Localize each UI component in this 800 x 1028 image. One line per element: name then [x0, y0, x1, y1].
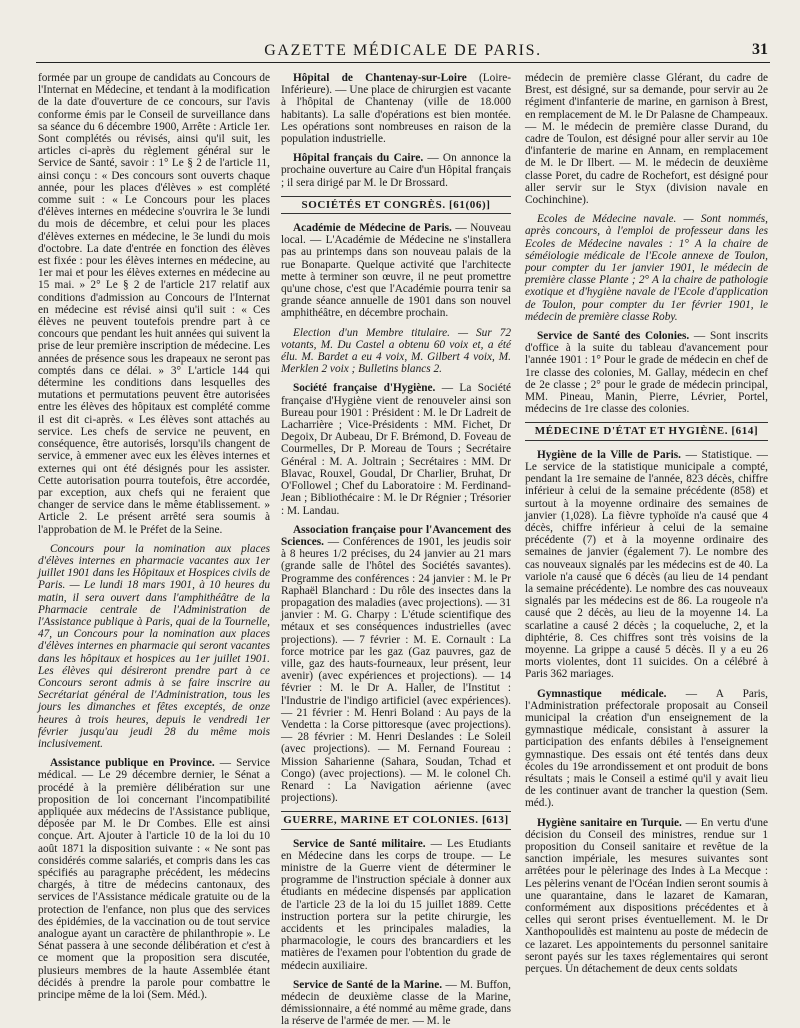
- article-heading: Société française d'Hygiène.: [293, 382, 436, 395]
- article: [281, 838, 511, 972]
- article: [281, 979, 511, 1028]
- article: [281, 222, 511, 320]
- article: [525, 688, 768, 810]
- section-heading: MÉDECINE D'ÉTAT ET HYGIÈNE. [614]: [525, 422, 768, 440]
- article-heading: Association française pour l'Avancement des Sciences.: [281, 523, 511, 548]
- article-text: — La Société française d'Hygiène vient de renouveler ainsi son Bureau pour 1901 : Président : M. le Dr Ladreit de Lacharrière ; Vice-Présidents : MM. Fichet, Dr Degoix, Dr Aubeau, Dr F. Brémond, D. Foveau de Courmelles, Dr P. Moreau de Tours ; Secrétaire Général : M. A. Joltrain ; Secrétaires : MM. Dr Blavac, Rouxel, Goudal, Dr Charlier, Bruhat, Dr O'Followel ; Chef du Laboratoire : M. Ferdinand-Jean ; Bibliothécaire : M. le Dr Régnier ; Trésorier : M. Landau.: [281, 382, 511, 517]
- article: [281, 152, 511, 189]
- journal-title: GAZETTE MÉDICALE DE PARIS.: [264, 42, 542, 59]
- page-number: 31: [752, 41, 768, 58]
- article-text: — Conférences de 1901, les jeudis soir à 8 heures 1/2 précises, du 24 janvier au 21 mars (grande salle de l'hôtel des Sociétés savantes). Programme des conférences : 24 janvier : M. le Pr Raphaël Blanchard : Du rôle des insectes dans la propagation des maladies (avec projections). — 31 janvier : M. G. Charpy : L'étude scientifique des métaux et ses conséquences industrielles (avec projections). — 7 février : M. E. Cornault : La force motrice par les gaz (Gaz pauvres, gaz de ville, gaz des hauts-fourneaux, leur présent, leur avenir) (avec expériences et projections). — 14 février : M. le Dr A. Haller, de l'Institut : l'Industrie de l'indigo artificiel (avec expériences). — 21 février : M. Henri Boland : Au pays de la Vendetta : la Corse pittoresque (avec projections). — 28 février : M. Henri Deslandes : Le Soleil (avec projections). — M. Fernand Foureau : Mission Saharienne (Sahara, Soudan, Tchad et Congo) (avec projections). — M. le colonel Ch. Renard : La Navigation aérienne (avec projections).: [281, 535, 511, 805]
- article-heading: Hygiène sanitaire en Turquie.: [537, 816, 682, 829]
- article: [38, 757, 270, 1001]
- article-text: — A Paris, l'Administration préfectorale proposait au Conseil municipal la création d'un enseignement de la gymnastique médicale, consistant à assurer la participation des enfants débiles à l'enseignement gymnastique. Des essais ont été tentés dans deux écoles du 19e arrondissement et ont produit de bons résultats ; mais le Conseil a estimé qu'il y avait lieu de les continuer avant de trancher la question (Sem. méd.).: [525, 687, 768, 810]
- article-text: — On annonce la prochaine ouverture au Caire d'un Hôpital français ; il sera dirigé par M. le Dr Brossard.: [281, 152, 511, 189]
- article-text: Ecoles de Médecine navale. — Sont nommés, après concours, à l'emploi de professeur dans les Ecoles de Médecine navales : 1° A la chaire de séméiologie médicale de l'Ecole annexe de Toulon, pour compter du 1er janvier 1901, le médecin de première classe Plante ; 2° A la chaire de pathologie exotique et d'hygiène navale de l'Ecole d'application de Toulon, pour compter du 1er février 1901, le médecin de première classe Roby.: [525, 213, 768, 323]
- article-text: — Nouveau local. — L'Académie de Médecine ne s'installera pas au printemps dans son nouveau palais de la rue Bonaparte. Quelque activité que l'architecte mette à terminer son œuvre, il ne peut promettre qu'une chose, c'est que l'Académie pourra tenir sa grande séance annuelle de 1901 dans son nouvel amphithéâtre, en décembre prochain.: [281, 222, 512, 320]
- article-text: — Service médical. — Le 29 décembre dernier, le Sénat a procédé à la première délibération sur une proposition de loi concernant l'incompatibilité appliquée aux médecins de l'Assistance publique, déposée par M. le Dr Combes. Elle est ainsi conçue. Art. Ajouter à l'article 10 de la loi du 10 août 1871 la disposition suivante : « Ne sont pas considérés comme salariés, et compris dans les cas spécifiés au paragraphe précédent, les médecins chargés, à titre de médecins cantonaux, des services de l'Assistance médicale gratuite ou de la protection de l'enfance, non plus que des services des épidémies, de la vaccination ou de tout service analogue ayant un caractère de philanthropie ». Le Sénat passera à une seconde délibération et c'est à ce moment que la proposition sera discutée, plusieurs membres de la haute Assemblée étant décidés à prendre la parole pour combattre le principe même de la loi (Sem. Méd.).: [38, 757, 270, 1002]
- article-heading: Service de Santé militaire.: [293, 837, 426, 850]
- article-heading: Hôpital de Chantenay-sur-Loire: [293, 72, 467, 84]
- article: [281, 382, 511, 516]
- article-text: médecin de première classe Glérant, du cadre de Brest, est désigné, sur sa demande, pour servir au 2e régiment d'infanterie de marine, en garnison à Brest, en remplacement de M. le Dr Palasne de Champeaux. — M. le médecin de première classe Durand, du cadre de Toulon, est désigné pour aller servir au 10e d'infanterie de marine en Annam, en remplacement de M. le Dr Ilbert. — M. le médecin de deuxième classe Poret, du cadre de Rochefort, est désigné pour aller servir sur le Styx (division navale en Cochinchine).: [525, 72, 768, 207]
- article: [525, 449, 768, 681]
- article-text: (Loire-Inférieure). — Une place de chirurgien est vacante à l'hôpital de Chantenay (ville de 18.000 habitants). La salle d'opérations est bien montée. Les opérations sont nombreuses en raison de la population industrielle.: [281, 72, 511, 146]
- article-text: Election d'un Membre titulaire. — Sur 72 votants, M. Du Castel a obtenu 60 voix et, a été élu. M. Bardet a eu 4 voix, M. Gilbert 4 voix, M. Merklen 2 voix ; Bulletins blancs 2.: [281, 326, 511, 376]
- article-text: — Sont inscrits d'office à la suite du tableau d'avancement pour l'année 1901 : 1° Pour le grade de médecin en chef de 1re classe des colonies, M. Gallay, médecin en chef de 2e classe ; 2° pour le grade de médecin principal, MM. Pineau, Manin, Pierre, Lévrier, Portel, médecins de 1re classe des colonies.: [525, 330, 769, 416]
- article-text: — Les Etudiants en Médecine dans les corps de troupe. — Le ministre de la Guerre vient de déterminer le programme de l'instruction spéciale à donner aux étudiants en médecine dispensés par application de l'article 23 de la loi du 15 juillet 1889. Cette instruction portera sur la petite chirurgie, les accidents et les principales maladies, la pharmacologie, le cours des brancardiers et les matières de l'examen pour l'obtention du grade de médecin auxiliaire.: [281, 837, 511, 972]
- column-2: [281, 72, 512, 1028]
- article-text: Concours pour la nomination aux places d'élèves internes en pharmacie vacantes aux 1er juillet 1901 dans les Hôpitaux et Hospices civils de Paris. — Le lundi 18 mars 1901, à 10 heures du matin, il sera ouvert dans l'amphithéâtre de la Pharmacie centrale de l'Administration de l'Assistance publique à Paris, quai de la Tournelle, 47, un Concours pour la nomination aux places d'élèves internes en pharmacie qui seront vacantes dans les hôpitaux et hospices au 1er juillet 1901. Les élèves qui désireront prendre part à ce Concours seront admis à se faire inscrire au Secrétariat général de l'Administration, tous les jours les dimanches et fêtes exceptés, de onze heures à trois heures, depuis le vendredi 1er février jusqu'au jeudi 28 du même mois inclusivement.: [38, 542, 270, 750]
- article-heading: Hygiène de la Ville de Paris.: [537, 448, 681, 461]
- column-1: [38, 72, 270, 1002]
- section-heading: GUERRE, MARINE ET COLONIES. [613]: [281, 811, 511, 829]
- article: [281, 524, 511, 805]
- page-header: [36, 38, 770, 63]
- column-3: [525, 72, 768, 1002]
- section-heading: SOCIÉTÉS ET CONGRÈS. [61(06)]: [281, 196, 511, 214]
- article-heading: Gymnastique médicale.: [537, 687, 667, 700]
- article-text: — En vertu d'une décision du Conseil des ministres, rendue sur 1 proposition du Conseil sanitaire et revêtue de la sanction impériale, les mesures suivantes sont arrêtées pour le pèlerinage des Indes à La Mecque : Les pèlerins venant de l'Océan Indien seront soumis à une quarantaine, dans le lazaret de Kamaran, conformément aux dispositions précédentes et à celles qui seront prises éventuellement. M. le Dr Xanthopoulidès est maintenu au poste de médecin de ce lazaret. Les appointements du personnel sanitaire seront payés sur les taxes réglementaires qui seront perçues. Un détachement de deux cents soldats: [525, 816, 768, 976]
- article: [281, 72, 511, 145]
- article-text: formée par un groupe de candidats au Concours de l'Internat en Médecine, et tendant à la modification de la date d'ouverture de ce concours, sur l'avis conforme émis par le Conseil de surveillance dans sa séance du 6 décembre 1900, Arrête : Article 1er. Sont complétés ou révisés, ainsi qu'il suit, les articles ci-après du règlement général sur le Service de Santé, savoir : 1° Le § 2 de l'article 11, ainsi conçu : « Des concours sont ouverts chaque année, pour les places d'élèves » est complété comme suit : « Le Concours pour les places d'élèves internes en médecine s'ouvrira le 3e lundi du mois de décembre, et celui pour les places d'élèves externes en médecine, le 3e lundi du mois d'octobre. La date d'entrée en fonction des élèves est fixée : pour les élèves internes en médecine, au 1er mai et pour les élèves externes en médecine au 15 mai. » 2° Le § 2 de l'article 217 relatif aux conditions d'admission au Concours de l'Internat en médecine est révisé ainsi qu'il suit : « Ces élèves ne peuvent toutefois prendre part à ce concours que pendant les huit années qui suivent la prise de leur première inscription de médecine. Les années de présence sous les drapeaux ne seront pas comptés dans ce délai. » 3° L'article 144 qui détermine les conditions dans lesquelles des mutations et permutations peuvent être autorisées entre les élèves des hôpitaux est complété comme il est dit ci-après. « Les élèves sont attachés au service. Les chefs de service ne peuvent, en conséquence, être autorisés, lorsqu'ils changent de service, à emmener avec eux les élèves internes et externes qui ont été désignés pour les assister. Cette autorisation pourra toutefois, être accordée, par exception, aux chefs qui ne feraient que changer de service dans le même établissement. » Article 2. Le présent arrêté sera soumis à l'approbation de M. le Préfet de la Seine.: [38, 72, 270, 536]
- article-heading: Académie de Médecine de Paris.: [293, 222, 452, 235]
- article: [525, 817, 768, 976]
- article: [525, 330, 768, 415]
- article-text: — Statistique. — Le service de la statistique municipale a compté, pendant la 1re semaine de l'année, 823 décès, chiffre inférieur à celui de la semaine précédente (858) et surtout à la moyenne ordinaire des semaines de janvier (1,028). La fièvre typhoïde n'a causé que 4 décès, chiffre inférieur à celui de la semaine précédente (7) et à la moyenne ordinaire des semaines de janvier (également 7). Le nombre des cas nouveaux signalés par les médecins est de 40. La variole n'a causé que 6 décès (au lieu de 14 pendant la semaine précédente). Le nombre des cas nouveaux signalés par les médecins est de 86. La rougeole n'a causé que 2 décès, au lieu de la moyenne 14. La scarlatine a causé 2 décès ; la coqueluche, 2, et la diphtérie, 8. Ces chiffres sont très voisins de la moyenne. La grippe a causé 5 décès. Il y a eu 26 morts violentes, dont 11 suicides. On a célébré à Paris 362 mariages.: [525, 448, 768, 681]
- article-heading: Assistance publique en Province.: [50, 757, 215, 770]
- article-heading: Hôpital français du Caire.: [293, 152, 424, 165]
- article-heading: Service de Santé de la Marine.: [293, 978, 443, 991]
- article-heading: Service de Santé des Colonies.: [537, 330, 690, 343]
- article-text: — M. Buffon, médecin de deuxième classe de la Marine, démissionnaire, a été nommé au même grade, dans la réserve de l'armée de mer. — M. le: [281, 978, 512, 1028]
